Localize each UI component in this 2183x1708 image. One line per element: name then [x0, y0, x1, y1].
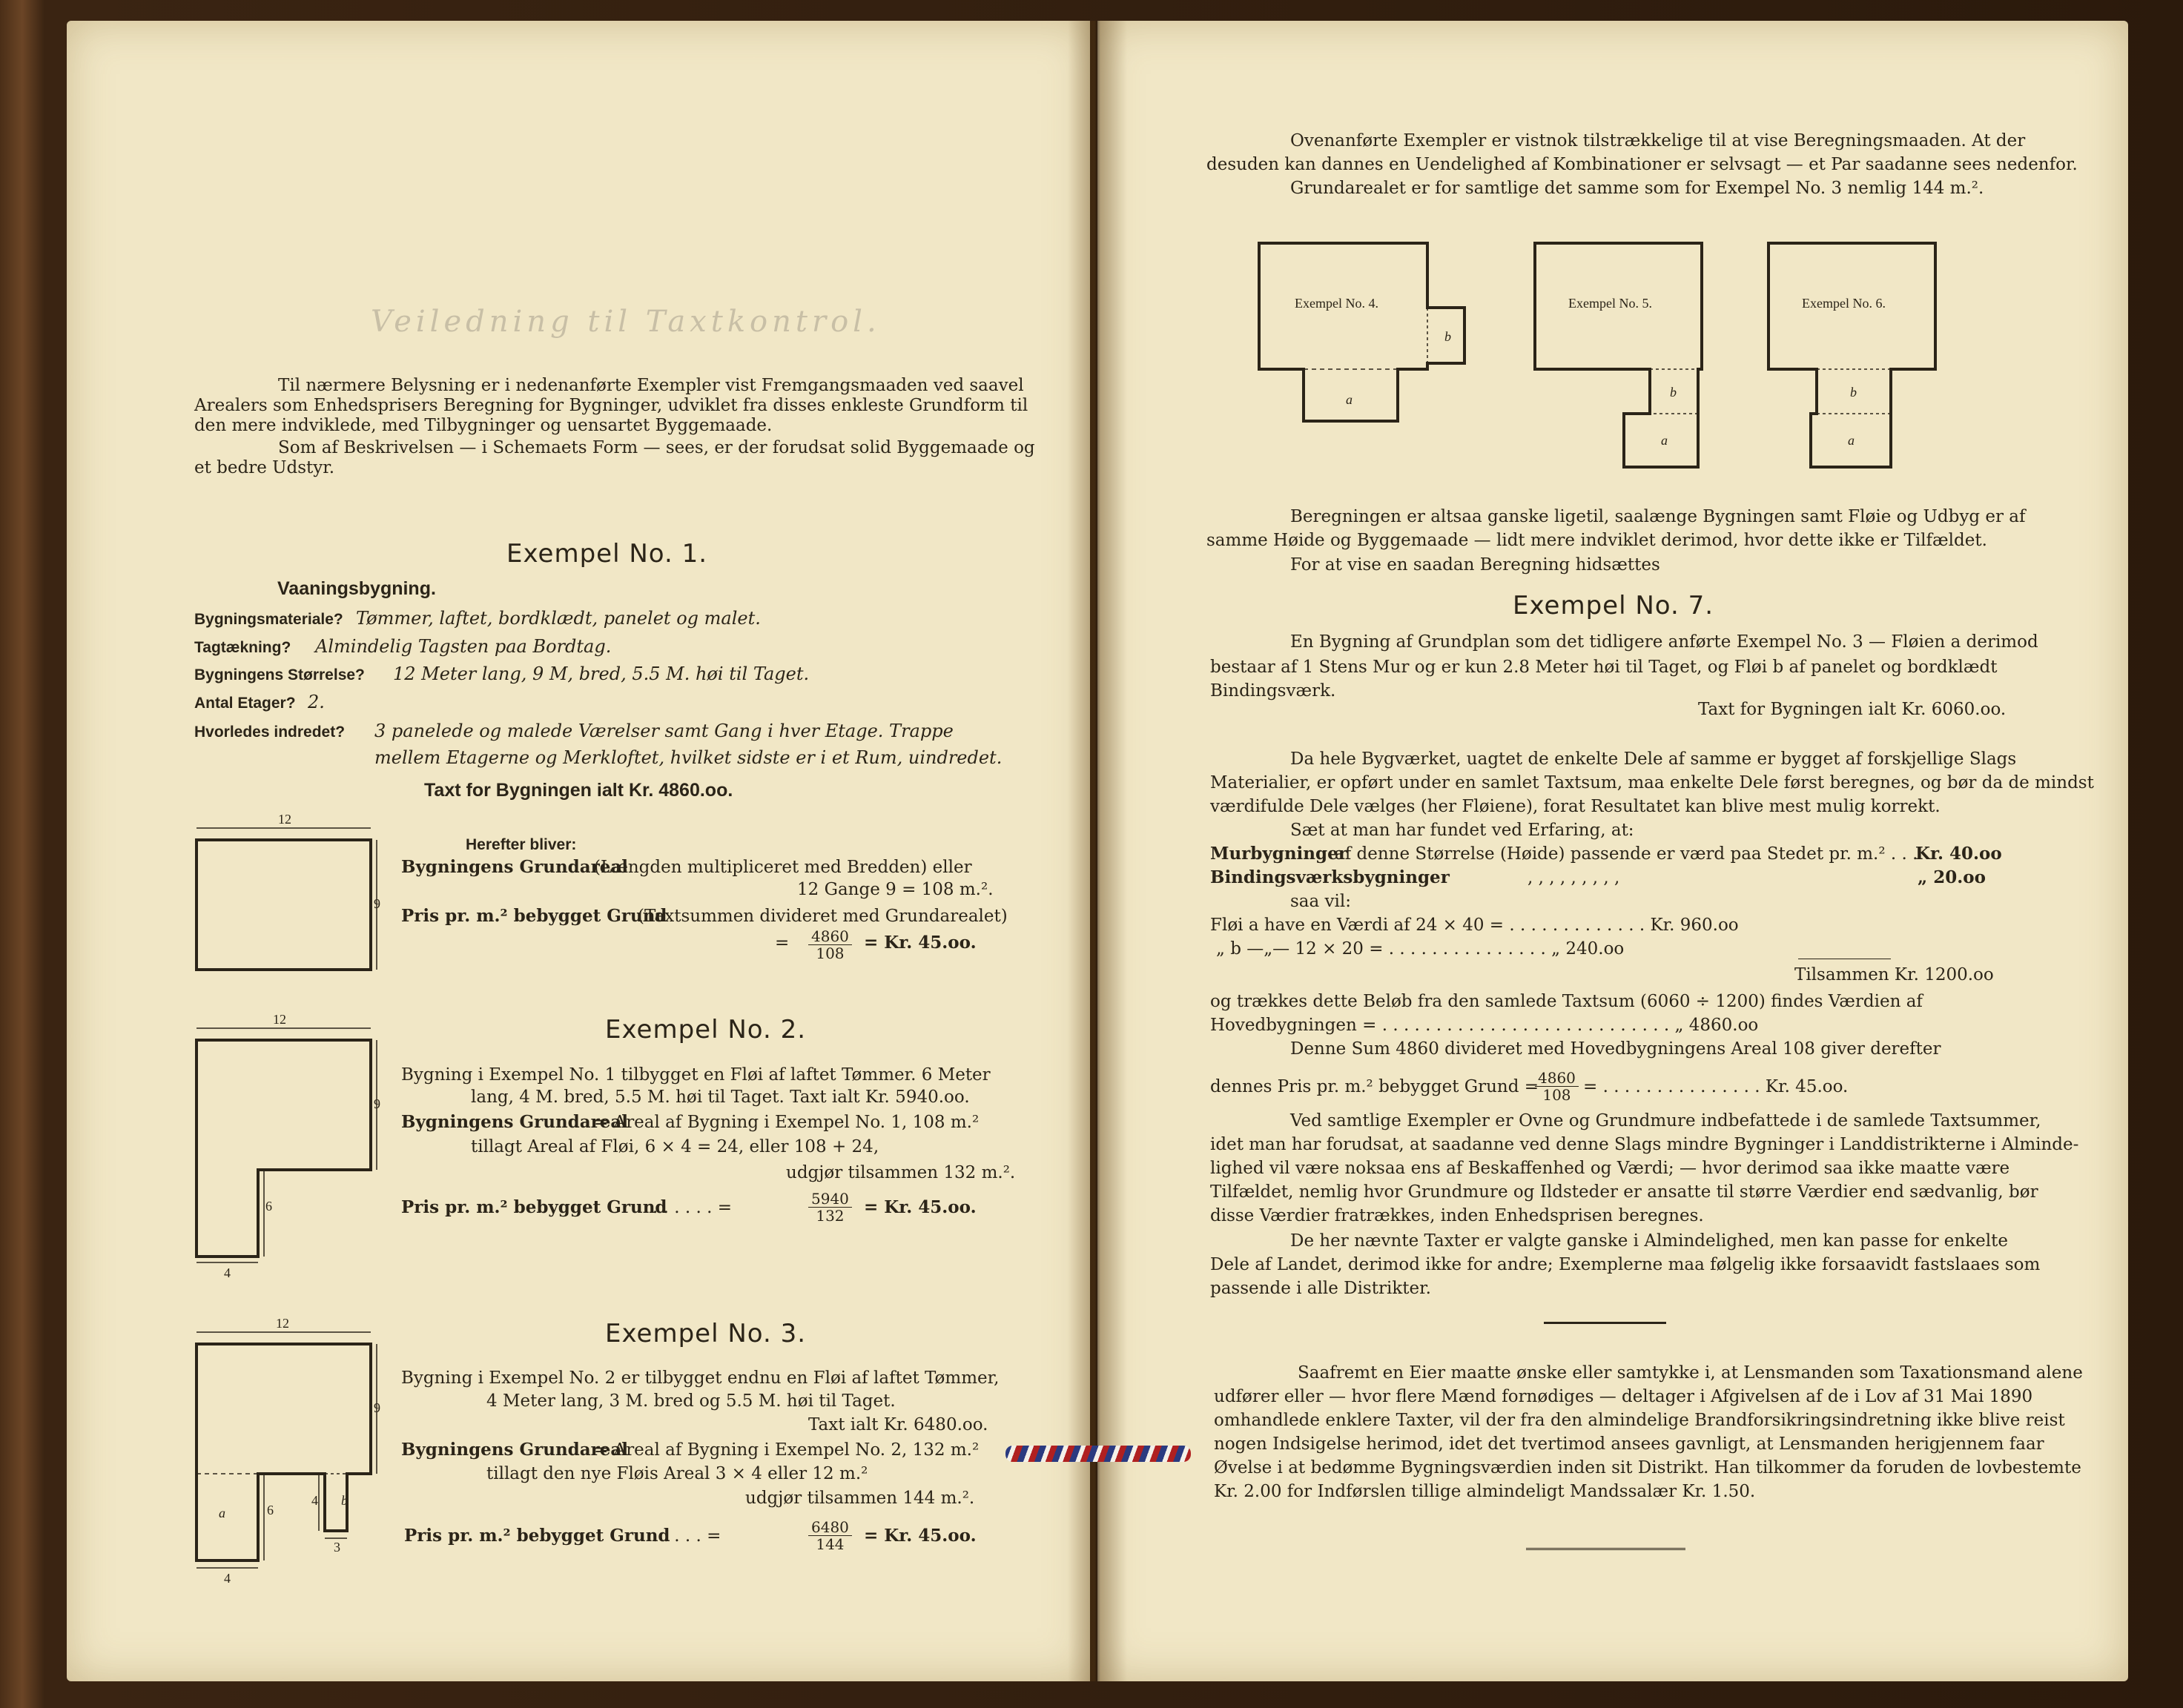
ex1-title: Exempel No. 1.: [506, 539, 708, 569]
ex2-dim-side: 9: [374, 1096, 380, 1111]
right-p4-5: disse Værdier fratrækkes, inden Enhedsprisen beregnes.: [1210, 1206, 1704, 1225]
ex6-a: a: [1848, 433, 1855, 448]
ex1-label-size: Bygningens Størrelse?: [194, 666, 365, 683]
ex6-label: Exempel No. 6.: [1802, 296, 1886, 311]
ex2-line-1: Bygning i Exempel No. 1 tilbygget en Fløi af laftet Tømmer. 6 Meter: [401, 1065, 991, 1085]
ex5-a: a: [1661, 433, 1668, 448]
right-p4-8: passende i alle Distrikter.: [1210, 1279, 1431, 1298]
ex2-ga-label: Bygningens Grundareal: [401, 1112, 629, 1132]
right-intro-1: Ovenanførte Exempler er vistnok tilstrækkelige til at vise Beregningsmaaden. At der: [1290, 131, 2026, 150]
examples-4-6-diagrams: [1253, 237, 1995, 474]
denne-sum: Denne Sum 4860 divideret med Hovedbygningens Areal 108 giver derefter: [1290, 1039, 1941, 1059]
right-p4-6: De her nævnte Taxter er valgte ganske i Almindelighed, men kan passe for enkelte: [1290, 1231, 2008, 1251]
ex7-title: Exempel No. 7.: [1513, 591, 1714, 620]
ex7-p-1: En Bygning af Grundplan som det tidligere anførte Exempel No. 3 — Fløien a derimod: [1290, 632, 2038, 652]
ex1-value-indredet: 3 panelede og malede Værelser samt Gang i hver Etage. Trappe: [374, 721, 954, 741]
right-p3-4: Sæt at man har fundet ved Erfaring, at:: [1290, 821, 1634, 840]
ex3-dim-top: 12: [276, 1316, 289, 1331]
faint-title: Veiledning til Taxtkontrol.: [371, 305, 881, 339]
ex1-equals: =: [775, 933, 790, 953]
ex1-ga-calc: 12 Gange 9 = 108 m.².: [797, 880, 994, 899]
ex6-floorplan: [1768, 243, 1935, 467]
intro-line-4: Som af Beskrivelsen — i Schemaets Form — sees, er der forudsat solid Byggemaade og: [278, 438, 1035, 457]
ex7-frac-num: 4860: [1535, 1070, 1579, 1087]
ex1-pris-text: (Taxtsummen divideret med Grundarealet): [638, 907, 1008, 926]
tilsammen: Tilsammen Kr. 1200.oo: [1794, 965, 1994, 984]
ex1-frac-num: 4860: [808, 928, 852, 945]
ex6-b: b: [1850, 385, 1857, 400]
right-p5-4: nogen Indsigelse herimod, idet det tvertimod ansees gavnligt, at Lensmanden herigjennem faar: [1214, 1434, 2044, 1454]
ex3-result: = Kr. 45.oo.: [864, 1526, 977, 1546]
ex1-ga-label: Bygningens Grundareal: [401, 857, 629, 877]
ex3-ga-label: Bygningens Grundareal: [401, 1440, 629, 1460]
ex1-taxt: Taxt for Bygningen ialt Kr. 4860.oo.: [424, 780, 733, 801]
ex2-dots: . . . . . . =: [653, 1198, 733, 1217]
ex5-b: b: [1670, 385, 1677, 400]
ex3-frac-num: 6480: [808, 1519, 852, 1536]
end-rule: [1526, 1548, 1685, 1550]
ex2-frac-num: 5940: [808, 1191, 852, 1208]
ex3-dim-4w: 4: [311, 1493, 318, 1508]
ex5-floorplan: [1535, 243, 1702, 467]
ex7-taxt: Taxt for Bygningen ialt Kr. 6060.oo.: [1698, 700, 2007, 719]
ex1-floorplan: [185, 812, 386, 979]
intro-line-5: et bedre Udstyr.: [194, 458, 335, 477]
ex2-floorplan: [185, 1012, 386, 1280]
intro-line-1: Til nærmere Belysning er i nedenanførte Exempler vist Fremgangsmaaden ved saavel: [278, 376, 1024, 395]
ex3-title: Exempel No. 3.: [605, 1319, 807, 1348]
ex3-ga-text: = Areal af Bygning i Exempel No. 2, 132 m.²: [594, 1440, 980, 1460]
ex2-pris-label: Pris pr. m.² bebygget Grund: [401, 1197, 667, 1217]
ex2-dim-bottom: 4: [224, 1265, 231, 1280]
ex1-value-material: Tømmer, laftet, bordklædt, panelet og malet.: [356, 608, 761, 629]
dennes-pris: dennes Pris pr. m.² bebygget Grund =: [1210, 1077, 1539, 1096]
ex1-value-tag: Almindelig Tagsten paa Bordtag.: [315, 636, 612, 657]
ex3-dim-4: 4: [224, 1571, 231, 1586]
ex1-frac-den: 108: [816, 944, 845, 962]
right-p5-3: omhandlede enklere Taxter, vil der fra den almindelige Brandforsikringsindretning ikke blive reist: [1214, 1411, 2065, 1430]
ex4-label: Exempel No. 4.: [1295, 296, 1378, 311]
ex3-dots: . . . . . =: [653, 1526, 721, 1546]
mur-text: af denne Størrelse (Høide) passende er værd paa Stedet pr. m.² . . .: [1335, 844, 1918, 864]
hovedbygningen: Hovedbygningen = . . . . . . . . . . . . . . . . . . . . . . . . . . . „ 4860.oo: [1210, 1016, 1759, 1035]
ex3-dim-3: 3: [334, 1540, 340, 1555]
mur-value: Kr. 40.oo: [1915, 844, 2002, 864]
ex3-label-b: b: [341, 1493, 348, 1508]
ex3-label-a: a: [219, 1506, 225, 1520]
ex1-label-tag: Tagtækning?: [194, 639, 291, 656]
right-p4-7: Dele af Landet, derimod ikke for andre; Exemplerne maa følgelig ikke forsaavidt fastslaaes som: [1210, 1255, 2041, 1274]
ex3-dim-side: 9: [374, 1400, 380, 1415]
ex1-label-indredet: Hvorledes indredet?: [194, 724, 346, 741]
ex1-dim-top: 12: [278, 812, 291, 827]
ex2-line-2: lang, 4 M. bred, 5.5 M. høi til Taget. Taxt ialt Kr. 5940.oo.: [471, 1088, 970, 1107]
ex3-line-5: tillagt den nye Fløis Areal 3 × 4 eller 12 m.²: [486, 1464, 868, 1483]
right-p3-1: Da hele Bygværket, uagtet de enkelte Dele af samme er bygget af forskjellige Slags: [1290, 749, 2017, 769]
ex1-dim-side: 9: [374, 896, 380, 911]
ex1-label-etager: Antal Etager?: [194, 695, 296, 712]
ex2-title: Exempel No. 2.: [605, 1015, 807, 1045]
ex7-p-3: Bindingsværk.: [1210, 681, 1336, 701]
bind-value: „ 20.oo: [1918, 867, 1986, 887]
right-p5-1: Saafremt en Eier maatte ønske eller samtykke i, at Lensmanden som Taxationsmand alene: [1298, 1363, 2083, 1383]
ex1-ga-text: (Længden multipliceret med Bredden) eller: [594, 858, 972, 877]
floi-a: Fløi a have en Værdi af 24 × 40 = . . . . . . . . . . . . . Kr. 960.oo: [1210, 916, 1739, 935]
ex7-fraction: [1535, 1070, 1579, 1103]
right-p3-3: værdifulde Dele vælges (her Fløiene), forat Resultatet kan blive mest mulig korrekt.: [1210, 797, 1941, 816]
intro-line-2: Arealers som Enhedsprisers Beregning for Bygninger, udviklet fra disses enkleste Grundform til: [194, 396, 1028, 415]
right-p4-3: lighed vil være noksaa ens af Beskaffenhed og Værdi; — hvor derimod saa ikke maatte være: [1210, 1159, 2010, 1178]
ex3-frac-den: 144: [816, 1535, 845, 1553]
ex1-value-etager: 2.: [308, 692, 325, 712]
binding-thread: [1005, 1446, 1191, 1462]
ex4-floorplan: [1259, 243, 1464, 421]
ex3-dim-6: 6: [267, 1503, 274, 1517]
right-p5-5: Øvelse i at bedømme Bygningsværdien inden sit Distrikt. Han tilkommer da foruden de lovbestemte: [1214, 1458, 2081, 1477]
right-p2-1: Beregningen er altsaa ganske ligetil, saalænge Bygningen samt Fløie og Udbyg er af: [1290, 507, 2026, 526]
dennes-tail: = . . . . . . . . . . . . . . . Kr. 45.oo.: [1583, 1077, 1849, 1096]
right-intro-3: Grundarealet er for samtlige det samme som for Exempel No. 3 nemlig 144 m.².: [1290, 179, 1984, 198]
right-p4-1: Ved samtlige Exempler er Ovne og Grundmure indbefattede i de samlede Taxtsummer,: [1290, 1111, 2041, 1131]
ex1-result: = Kr. 45.oo.: [864, 933, 977, 953]
section-rule: [1544, 1322, 1666, 1324]
right-p5-2: udfører eller — hvor flere Mænd fornødiges — deltager i Afgivelsen af de i Lov af 31 Mai 1890: [1214, 1387, 2033, 1406]
ex1-fraction: [808, 928, 852, 961]
right-p5-6: Kr. 2.00 for Indførslen tillige almindeligt Mandssalær Kr. 1.50.: [1214, 1482, 1756, 1501]
floi-b: „ b —„— 12 × 20 = . . . . . . . . . . . . . . . „ 240.oo: [1216, 939, 1625, 959]
ex1-pris-label: Pris pr. m.² bebygget Grund: [401, 906, 667, 926]
ex4-b: b: [1444, 329, 1451, 344]
ex3-line-2: 4 Meter lang, 3 M. bred og 5.5 M. høi til Taget.: [486, 1391, 896, 1411]
right-p4-4: Tilfældet, nemlig hvor Grundmure og Ildsteder er ansatte til større Værdier end sædvanlig, bør: [1210, 1182, 2038, 1202]
ex2-frac-den: 132: [816, 1207, 845, 1225]
ex1-value-size: 12 Meter lang, 9 M, bred, 5.5 M. høi til Taget.: [393, 663, 810, 684]
ex7-frac-den: 108: [1542, 1086, 1571, 1104]
saa-vil: saa vil:: [1290, 892, 1351, 911]
intro-line-3: den mere indviklede, med Tilbygninger og uensartet Byggemaade.: [194, 416, 773, 435]
right-p2-3: For at vise en saadan Beregning hidsættes: [1290, 555, 1660, 575]
right-p2-2: samme Høide og Byggemaade — lidt mere indviklet derimod, hvor dette ikke er Tilfældet.: [1206, 531, 1987, 550]
ex4-a: a: [1346, 392, 1353, 407]
ex1-value-indredet-cont: mellem Etagerne og Merkloftet, hvilket sidste er i et Rum, uindredet.: [374, 747, 1003, 768]
ex2-dim-wing: 6: [265, 1199, 272, 1214]
ex3-pris-label: Pris pr. m.² bebygget Grund: [404, 1526, 670, 1546]
mur-label: Murbygninger: [1210, 844, 1347, 864]
ex1-subtitle: Vaaningsbygning.: [277, 578, 436, 599]
ex3-line-3: Taxt ialt Kr. 6480.oo.: [808, 1415, 988, 1434]
book-gutter: [1068, 21, 1127, 1681]
bind-label: Bindingsværksbygninger: [1210, 867, 1450, 887]
ex1-label-material: Bygningsmateriale?: [194, 611, 343, 628]
right-p3-2: Materialier, er opført under en samlet Taxtsum, maa enkelte Dele først beregnes, og bør da de mindst: [1210, 773, 2094, 792]
traekkes: og trækkes dette Beløb fra den samlede Taxtsum (6060 ÷ 1200) findes Værdien af: [1210, 992, 1923, 1011]
ex1-herefter: Herefter bliver:: [466, 836, 577, 853]
ex2-ga-text: = Areal af Bygning i Exempel No. 1, 108 m.²: [594, 1113, 980, 1132]
ex7-p-2: bestaar af 1 Stens Mur og er kun 2.8 Meter høi til Taget, og Fløi b af panelet og bordklædt: [1210, 658, 1998, 677]
ex3-line-6: udgjør tilsammen 144 m.².: [745, 1489, 975, 1508]
ex3-fraction: [808, 1519, 852, 1552]
ex5-label: Exempel No. 5.: [1568, 296, 1652, 311]
ex2-line-5: udgjør tilsammen 132 m.².: [786, 1163, 1016, 1182]
ex2-fraction: [808, 1191, 852, 1224]
ex3-floorplan: [185, 1316, 393, 1590]
ex3-line-1: Bygning i Exempel No. 2 er tilbygget endnu en Fløi af laftet Tømmer,: [401, 1368, 1000, 1388]
right-intro-2: desuden kan dannes en Uendelighed af Kombinationer er selvsagt — et Par saadanne sees nedenfor.: [1206, 155, 2078, 174]
ex2-result: = Kr. 45.oo.: [864, 1197, 977, 1217]
bind-text: , , , , , , , , ,: [1528, 868, 1620, 887]
ex2-dim-top: 12: [273, 1012, 286, 1027]
ex2-line-4: tillagt Areal af Fløi, 6 × 4 = 24, eller 108 + 24,: [471, 1137, 879, 1156]
right-p4-2: idet man har forudsat, at saadanne ved denne Slags mindre Bygninger i Landdistrikterne i Alminde-: [1210, 1135, 2079, 1154]
